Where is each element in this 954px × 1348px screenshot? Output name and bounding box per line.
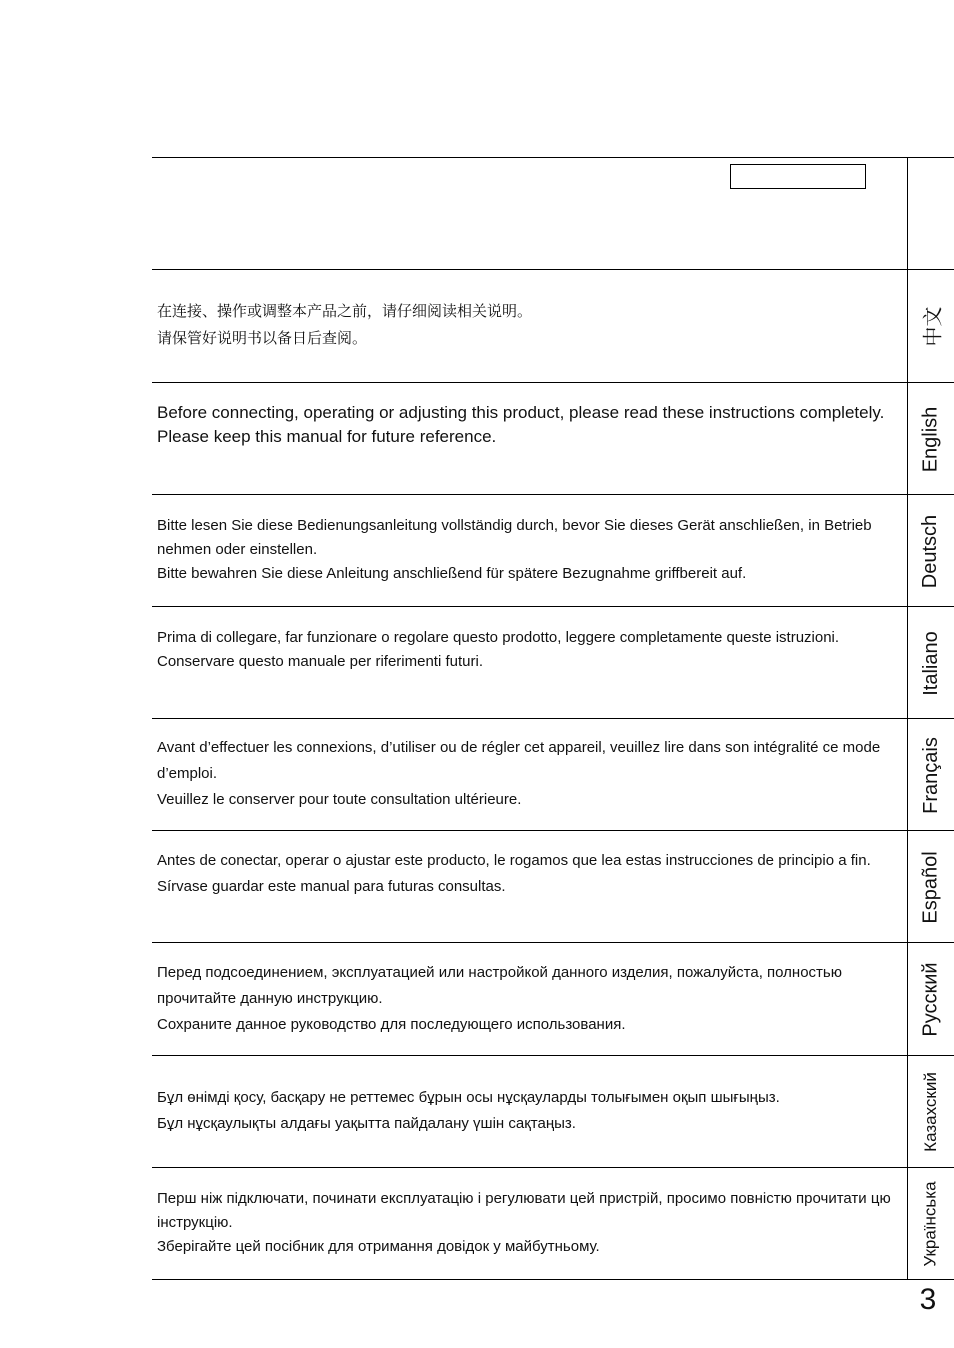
divider-top	[152, 157, 954, 158]
divider	[152, 269, 954, 270]
divider	[152, 494, 954, 495]
section-german-text	[157, 514, 897, 586]
paragraph: Antes de conectar, operar o ajustar este producto, le rogamos que lea estas instrucciones de principio a fin.	[157, 852, 871, 869]
tab-label: Русский	[919, 961, 942, 1037]
section-spanish-text	[157, 848, 897, 900]
tab-label: 中文	[920, 306, 945, 346]
section-english-text	[157, 401, 897, 449]
section-ukrainian-text	[157, 1187, 897, 1259]
paragraph: Перед подсоединением, эксплуатацией или настройкой данного изделия, пожалуйста, полностью прочитайте данную инструкцию.	[157, 964, 842, 1007]
paragraph: Bitte bewahren Sie diese Anleitung anschließend für spätere Bezugnahme griffbereit auf.	[157, 565, 747, 582]
section-italian-text	[157, 626, 897, 674]
paragraph: Зберігайте цей посібник для отримання довідок у майбутньому.	[157, 1238, 600, 1255]
tab-label: Français	[919, 736, 942, 814]
paragraph: Avant d’effectuer les connexions, d’utiliser ou de régler cet appareil, veuillez lire dans son intégralité ce mode d’emploi.	[157, 739, 881, 782]
paragraph: Before connecting, operating or adjusting this product, please read these instructions completely.	[157, 403, 885, 422]
model-number-box	[730, 164, 866, 189]
section-kazakh-text	[157, 1085, 897, 1137]
tab-english[interactable]	[908, 383, 954, 495]
divider	[152, 1167, 954, 1168]
tab-label: Українська	[921, 1181, 940, 1267]
paragraph: Сохраните данное руководство для последующего использования.	[157, 1016, 626, 1033]
tab-label: English	[919, 406, 942, 472]
tab-label: Deutsch	[919, 514, 942, 588]
tab-spanish[interactable]	[908, 831, 954, 943]
paragraph: Бұл нұсқаулықты алдағы уақытта пайдалану үшін сақтаңыз.	[157, 1115, 576, 1132]
divider	[152, 942, 954, 943]
section-french-text	[157, 735, 897, 813]
divider-bottom	[152, 1279, 954, 1280]
divider	[152, 1055, 954, 1056]
paragraph: 在连接、操作或调整本产品之前，请仔细阅读相关说明。	[157, 302, 533, 320]
divider	[152, 718, 954, 719]
tab-kazakh[interactable]	[908, 1056, 954, 1168]
paragraph: Veuillez le conserver pour toute consultation ultérieure.	[157, 791, 522, 808]
paragraph: Conservare questo manuale per riferimenti futuri.	[157, 653, 483, 670]
tab-german[interactable]	[908, 495, 954, 607]
tab-ukrainian[interactable]	[908, 1168, 954, 1280]
paragraph: Please keep this manual for future reference.	[157, 427, 497, 446]
page-number: 3	[919, 1283, 937, 1316]
divider	[152, 830, 954, 831]
divider	[152, 606, 954, 607]
section-russian-text	[157, 960, 897, 1038]
divider	[152, 382, 954, 383]
tab-italian[interactable]	[908, 607, 954, 719]
tab-label: Italiano	[919, 630, 942, 696]
tab-french[interactable]	[908, 719, 954, 831]
paragraph: Sírvase guardar este manual para futuras consultas.	[157, 878, 506, 895]
paragraph: 请保管好说明书以备日后查阅。	[157, 329, 368, 347]
section-chinese-text	[157, 298, 897, 352]
tab-russian[interactable]	[908, 943, 954, 1055]
paragraph: Prima di collegare, far funzionare o regolare questo prodotto, leggere completamente queste istruzioni.	[157, 629, 840, 646]
paragraph: Бұл өнімді қосу, басқару не реттемес бұрын осы нұсқауларды толығымен оқып шығыңыз.	[157, 1089, 780, 1106]
paragraph: Перш ніж підключати, починати експлуатацію і регулювати цей пристрій, просимо повністю прочитати цю інструкцію.	[157, 1190, 891, 1231]
paragraph: Bitte lesen Sie diese Bedienungsanleitung vollständig durch, bevor Sie dieses Gerät anschließen, in Betrieb nehmen oder einstellen.	[157, 517, 872, 558]
tab-label: Español	[919, 850, 942, 924]
tab-label: Казахский	[921, 1072, 940, 1152]
tab-chinese[interactable]	[908, 270, 954, 382]
